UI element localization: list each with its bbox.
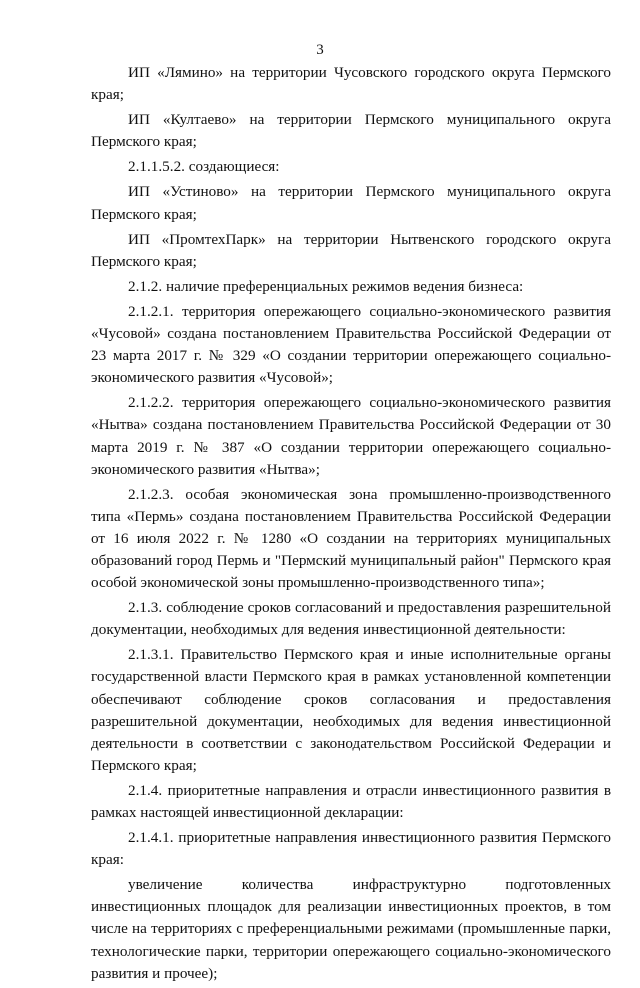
paragraph-increase-sites: увеличение количества инфраструктурно подготовленных инвестиционных площадок для реализации инвестиционных проектов, в том числе на территориях с преференциальными режимами (промышленные парки, технологические парки, территории опережающего социально-экономического развития и прочее); <box>91 876 611 982</box>
document-body <box>91 62 611 988</box>
paragraph-2-1-2: 2.1.2. наличие преференциальных режимов ведения бизнеса: <box>128 277 524 295</box>
paragraph-2-1-4-1: 2.1.4.1. приоритетные направления инвестиционного развития Пермского края: <box>91 829 611 869</box>
paragraph-2-1-2-1: 2.1.2.1. территория опережающего социально-экономического развития «Чусовой» создана постановлением Правительства Российской Федерации от 23 марта 2017 г. № 329 «О создании территории опережающего социально-экономического развития «Чусовой»; <box>91 302 611 387</box>
paragraph-2-1-2-3: 2.1.2.3. особая экономическая зона промышленно-производственного типа «Пермь» создана постановлением Правительства Российской Федерации от 16 июля 2022 г. № 1280 «О создании на территориях муниципальных образований город Пермь и "Пермский муниципальный район" Пермского края особой экономической зоны промышленно-производственного типа»; <box>91 485 611 592</box>
paragraph-2-1-1-5-2: 2.1.1.5.2. создающиеся: <box>128 158 280 176</box>
paragraph-kultaevo: ИП «Култаево» на территории Пермского муниципального округа Пермского края; <box>91 111 611 151</box>
paragraph-2-1-3-1: 2.1.3.1. Правительство Пермского края и иные исполнительные органы государственной власти Пермского края в рамках установленной компетенции обеспечивают соблюдение сроков согласования и предоставления разрешительной документации, необходимых для ведения инвестиционной деятельности в соответствии с законодательством Российской Федерации и Пермского края; <box>91 646 611 774</box>
paragraph-promtekhpark: ИП «ПромтехПарк» на территории Нытвенского городского округа Пермского края; <box>91 230 611 270</box>
paragraph-2-1-3: 2.1.3. соблюдение сроков согласований и предоставления разрешительной документации, необходимых для ведения инвестиционной деятельности: <box>91 599 611 639</box>
paragraph-ustinovo: ИП «Устиново» на территории Пермского муниципального округа Пермского края; <box>91 183 611 223</box>
paragraph-lyamino: ИП «Лямино» на территории Чусовского городского округа Пермского края; <box>91 64 611 104</box>
paragraph-2-1-4: 2.1.4. приоритетные направления и отрасли инвестиционного развития в рамках настоящей инвестиционной декларации: <box>91 781 611 821</box>
page-number: 3 <box>316 42 324 58</box>
paragraph-2-1-2-2: 2.1.2.2. территория опережающего социально-экономического развития «Нытва» создана постановлением Правительства Российской Федерации от 30 марта 2019 г. № 387 «О создании территории опережающего социально-экономического развития «Нытва»; <box>91 394 611 478</box>
